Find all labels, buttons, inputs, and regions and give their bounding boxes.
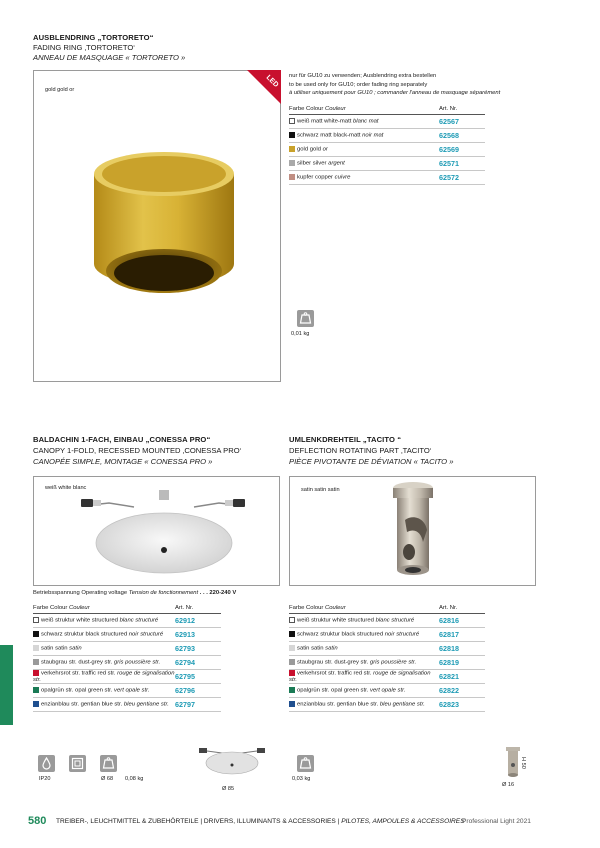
color-swatch [33,701,39,707]
color-swatch [289,670,295,676]
article-table-1 [289,103,485,185]
table-row: enzianblau str. gentian blue str. bleu gentiane str. 62823 [289,698,485,712]
canopy-image [79,485,249,580]
color-swatch [33,631,39,637]
image-color-label: satin satin satin [301,487,340,493]
tacito-height: H 50 [520,757,526,769]
catalog-name: Professional Light 2021 [462,818,531,825]
color-swatch [33,687,39,693]
chapter-tab [0,645,13,725]
footer-chapter: TREIBER-, LEUCHTMITTEL & ZUBEHÖRTEILE | DRIVERS, ILLUMINANTS & ACCESSORIES | PILOTES, AMPOULES & ACCESSOIRES [56,818,465,825]
table-row: staubgrau str. dust-grey str. gris poussière str. 62794 [33,656,221,670]
table-row: satin satin satin 62793 [33,642,221,656]
article-number: 62818 [439,642,485,656]
led-badge: LED [247,70,281,104]
color-swatch [33,645,39,651]
voltage-line: Betriebsspannung Operating voltage Tension de fonctionnement . . . 220-240 V [33,590,237,596]
color-swatch [289,617,295,623]
weight-value: 0,03 kg [292,776,311,782]
article-number: 62913 [175,628,221,642]
color-swatch [289,160,295,166]
table-header: Farbe Colour Couleur Art. Nr. [289,103,485,115]
mounting-hole-icon [69,755,86,772]
article-number: 62797 [175,698,221,712]
table-row: verkehrsrot str. traffic red str. rouge de signalisation str. 62795 [33,670,221,684]
usage-note-de: nur für GU10 zu verwenden; Ausblendring extra bestellen [289,73,437,79]
table-row: opalgrün str. opal green str. vert opale str. 62822 [289,684,485,698]
weight-icon [297,755,314,772]
weight-icon [297,310,314,327]
article-number: 62821 [439,670,485,684]
product-image-frame [33,476,280,586]
article-number: 62568 [439,129,485,143]
color-swatch [289,645,295,651]
table-header: Farbe Colour Couleur Art. Nr. [289,602,485,614]
table-row: schwarz struktur black structured noir structuré 62913 [33,628,221,642]
article-number: 62823 [439,698,485,712]
color-swatch [289,132,295,138]
usage-note [289,72,529,98]
article-number: 62819 [439,656,485,670]
ip-rating-value: IP20 [39,776,51,782]
article-number: 62569 [439,143,485,157]
article-number: 62795 [175,670,221,684]
product-title-en: DEFLECTION ROTATING PART ‚TACITO‘ [289,446,432,455]
image-color-label: weiß white blanc [45,485,87,491]
canopy-dimension-drawing [197,743,267,783]
product-image-frame [289,476,536,586]
article-number: 62572 [439,171,485,185]
product-title-de: BALDACHIN 1-FACH, EINBAU „CONESSA PRO“ [33,435,211,444]
article-table-2 [33,602,221,712]
table-row: gold gold or 62569 [289,143,485,157]
product-title-en: CANOPY 1-FOLD, RECESSED MOUNTED ‚CONESSA PRO‘ [33,446,242,455]
color-swatch [289,659,295,665]
weight-value: 0,01 kg [291,331,310,337]
color-swatch [289,701,295,707]
color-swatch [33,617,39,623]
article-number: 62912 [175,614,221,628]
article-number: 62571 [439,157,485,171]
color-swatch [289,631,295,637]
table-row: enzianblau str. gentian blue str. bleu gentiane str. 62797 [33,698,221,712]
color-swatch [289,118,295,124]
table-row: silber silver argent 62571 [289,157,485,171]
color-swatch [289,174,295,180]
table-row: kupfer copper cuivre 62572 [289,171,485,185]
weight-icon [100,755,117,772]
color-swatch [33,659,39,665]
article-number: 62794 [175,656,221,670]
product-title-en: FADING RING ‚TORTORETO‘ [33,43,135,52]
table-row: staubgrau str. dust-grey str. gris poussière str. 62819 [289,656,485,670]
table-row: opalgrün str. opal green str. vert opale str. 62796 [33,684,221,698]
product-image-frame [33,70,281,382]
table-header: Farbe Colour Couleur Art. Nr. [33,602,221,614]
fading-ring-image [89,146,239,316]
usage-note-en: to be used only for GU10; order fading ring separately [289,81,428,88]
product-title-de: AUSBLENDRING „TORTORETO“ [33,33,154,42]
table-row: schwarz matt black-matt noir mat 62568 [289,129,485,143]
ip-rating-icon [38,755,55,772]
tacito-diameter: Ø 16 [502,782,515,788]
article-number: 62567 [439,115,485,129]
weight-value: 0,08 kg [125,776,144,782]
product-title-fr: CANOPÉE SIMPLE, MONTAGE « CONESSA PRO » [33,457,213,466]
table-row: schwarz struktur black structured noir structuré 62817 [289,628,485,642]
table-row: verkehrsrot str. traffic red str. rouge de signalisation str. 62821 [289,670,485,684]
article-number: 62816 [439,614,485,628]
article-number: 62796 [175,684,221,698]
article-number: 62822 [439,684,485,698]
product-title-fr: PIÈCE PIVOTANTE DE DÉVIATION « TACITO » [289,457,454,466]
article-number: 62817 [439,628,485,642]
usage-note-fr: à utiliser uniquement pour GU10 ; commander l'anneau de masquage séparément [289,90,501,97]
page-number: 580 [28,815,47,827]
product-title-de: UMLENKDREHTEIL „TACITO “ [289,435,402,444]
table-row: satin satin satin 62818 [289,642,485,656]
product-title-fr: ANNEAU DE MASQUAGE « TORTORETO » [33,53,186,62]
tacito-image [385,480,441,582]
color-swatch [33,670,39,676]
color-swatch [289,687,295,693]
canopy-diameter: Ø 85 [222,786,235,792]
table-row: weiß struktur white structured blanc structuré 62912 [33,614,221,628]
cutout-dimension: Ø 68 [101,776,114,782]
table-row: weiß struktur white structured blanc structuré 62816 [289,614,485,628]
color-swatch [289,146,295,152]
article-number: 62793 [175,642,221,656]
article-table-3 [289,602,485,712]
image-color-label: gold gold or [45,87,75,93]
table-row: weiß matt white-matt blanc mat 62567 [289,115,485,129]
